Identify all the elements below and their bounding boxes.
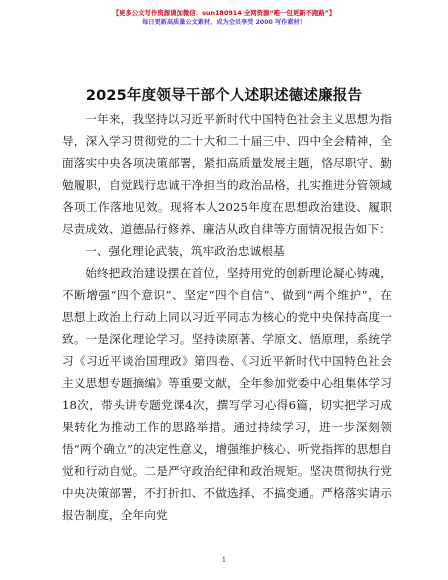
promo-banner-line-2: 每日更新高质量公文素材，成为会员享受 2000 写作素材！ xyxy=(142,19,306,26)
document-title: 2025年度领导干部个人述职述德述廉报告 xyxy=(85,88,363,104)
promo-banner xyxy=(0,8,448,28)
document-body xyxy=(62,108,392,526)
body-paragraph: 始终把政治建设摆在首位，坚持用党的创新理论凝心铸魂，不断增强“四个意识”、坚定“四个自信”、做到“两个维护”，在思想上政治上行动上同以习近平同志为核心的党中央保持高度一致。一是深化理论学习。坚持读原著、学原文、悟原理，系统学习《习近平谈治国理政》第四卷、《习近平新时代中国特色社会主义思想专题摘编》等重要文献，全年参加党委中心组集体学习18次，带头讲专题党课4次，撰写学习心得6篇，切实把学习成果转化为推动工作的思路举措。通过持续学习，进一步深刻领悟“两个确立”的决定性意义，增强维护核心、听党指挥的思想自觉和行动自觉。二是严守政治纪律和政治规矩。坚决贯彻执行党中央决策部署，不打折扣、不做选择、不搞变通。严格落实请示报告制度，全年向党 xyxy=(62,266,392,522)
promo-banner-line-1: 【更多公文写作资源请加微信：sun180914 全网资源“唯一包更新不跑路”】 xyxy=(112,9,336,17)
page-number: 1 xyxy=(221,556,227,564)
intro-paragraph: 一年来，我坚持以习近平新时代中国特色社会主义思想为指导，深入学习贯彻党的二十大和二十届三中、四中全会精神，全面落实中央各项决策部署，紧扣高质量发展主题，恪尽职守、勤勉履职，自觉践行忠诚干净担当的政治品格，扎实推进分管领域各项工作落地见效。现将本人2025年度在思想政治建设、履职尽责成效、道德品行修养、廉洁从政自律等方面情况报告如下： xyxy=(62,112,392,236)
section-heading: 一、强化理论武装，筑牢政治忠诚根基 xyxy=(85,244,285,258)
